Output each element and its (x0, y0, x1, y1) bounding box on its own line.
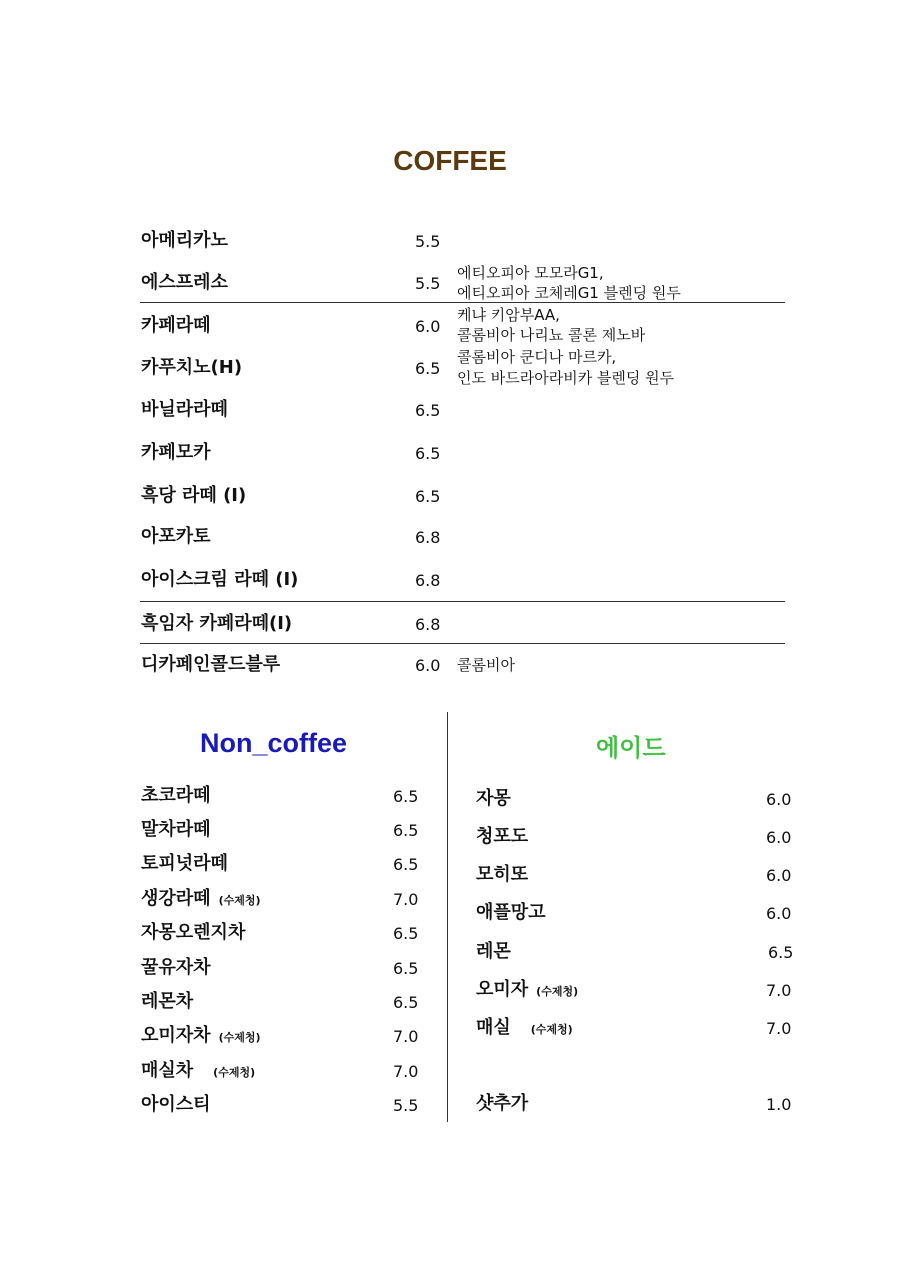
ade-item-price: 6.0 (766, 828, 792, 847)
non-coffee-item-name: 오미자차 (수제청) (141, 1025, 261, 1046)
ade-item-price: 6.5 (768, 943, 794, 962)
ade-item-price: 7.0 (766, 1019, 792, 1038)
non-coffee-item-price: 6.5 (393, 924, 419, 943)
bean-origin-line: 케냐 키암부AA, (457, 306, 560, 324)
non-coffee-section-title: Non_coffee (200, 728, 348, 758)
non-coffee-item-price: 5.5 (393, 1096, 419, 1115)
ade-item-name: 자몽 (476, 788, 511, 809)
coffee-item-name: 흑임자 카페라떼(I) (141, 613, 293, 634)
non-coffee-item-price: 6.5 (393, 855, 419, 874)
non-coffee-item-name: 자몽오렌지차 (141, 922, 246, 943)
section-divider (140, 601, 785, 602)
coffee-item-name: 카푸치노(H) (141, 357, 243, 378)
ade-item-name: 청포도 (476, 826, 529, 847)
coffee-item-price: 6.5 (415, 487, 441, 506)
non-coffee-item-price: 7.0 (393, 1062, 419, 1081)
extra-shot-name: 샷추가 (476, 1093, 529, 1114)
coffee-item-price: 5.5 (415, 274, 441, 293)
non-coffee-item-price: 7.0 (393, 1027, 419, 1046)
section-divider (140, 302, 785, 303)
coffee-item-name: 디카페인콜드블루 (141, 654, 281, 675)
coffee-item-name: 카페라떼 (141, 315, 211, 336)
bean-origin-line: 에티오피아 코체레G1 블렌딩 원두 (457, 284, 681, 302)
ade-item-name: 애플망고 (476, 902, 546, 923)
bean-origin-line: 콜롬비아 나리뇨 콜론 제노바 (457, 326, 646, 344)
coffee-item-price: 6.5 (415, 444, 441, 463)
coffee-item-name: 아이스크림 라떼 (I) (141, 569, 299, 590)
ade-item-name: 오미자 (수제청) (476, 979, 579, 1000)
non-coffee-item-name: 아이스티 (141, 1094, 211, 1115)
coffee-item-name: 카페모카 (141, 442, 211, 463)
coffee-item-name: 바닐라라떼 (141, 399, 228, 420)
non-coffee-item-name: 매실차 (수제청) (141, 1060, 256, 1081)
bean-origin-line: 에티오피아 모모라G1, (457, 264, 604, 282)
non-coffee-item-name: 토피넛라떼 (141, 853, 228, 874)
coffee-item-price: 6.0 (415, 317, 441, 336)
bean-origin-line: 인도 바드라아라비카 블렌딩 원두 (457, 369, 675, 387)
coffee-item-price: 6.0 (415, 656, 441, 675)
coffee-item-price: 6.8 (415, 571, 441, 590)
non-coffee-item-name: 꿀유자차 (141, 957, 211, 978)
ade-item-price: 7.0 (766, 981, 792, 1000)
coffee-item-price: 6.8 (415, 528, 441, 547)
coffee-item-price: 5.5 (415, 232, 441, 251)
coffee-item-price: 6.8 (415, 615, 441, 634)
coffee-item-name: 아포카토 (141, 526, 211, 547)
non-coffee-item-price: 6.5 (393, 787, 419, 806)
column-divider (447, 712, 448, 1122)
non-coffee-item-name: 생강라떼 (수제청) (141, 888, 261, 909)
non-coffee-item-name: 말차라떼 (141, 819, 211, 840)
extra-shot-price: 1.0 (766, 1095, 792, 1114)
coffee-item-name: 흑당 라떼 (I) (141, 485, 247, 506)
non-coffee-item-price: 6.5 (393, 959, 419, 978)
ade-item-price: 6.0 (766, 790, 792, 809)
non-coffee-item-price: 6.5 (393, 821, 419, 840)
bean-origin-line: 콜롬비아 쿤디나 마르카, (457, 348, 617, 366)
non-coffee-item-name: 초코라떼 (141, 785, 211, 806)
decaf-origin: 콜롬비아 (457, 656, 515, 674)
ade-item-price: 6.0 (766, 866, 792, 885)
non-coffee-item-price: 6.5 (393, 993, 419, 1012)
section-divider (140, 643, 785, 644)
coffee-item-name: 아메리카노 (141, 230, 228, 251)
coffee-item-price: 6.5 (415, 401, 441, 420)
ade-item-name: 매실 (수제청) (476, 1017, 573, 1038)
non-coffee-item-price: 7.0 (393, 890, 419, 909)
ade-item-price: 6.0 (766, 904, 792, 923)
ade-item-name: 레몬 (476, 941, 511, 962)
ade-section-title: 에이드 (596, 735, 666, 762)
coffee-item-price: 6.5 (415, 359, 441, 378)
coffee-item-name: 에스프레소 (141, 272, 228, 293)
coffee-section-title: COFFEE (393, 145, 507, 176)
non-coffee-item-name: 레몬차 (141, 991, 194, 1012)
ade-item-name: 모히또 (476, 864, 529, 885)
